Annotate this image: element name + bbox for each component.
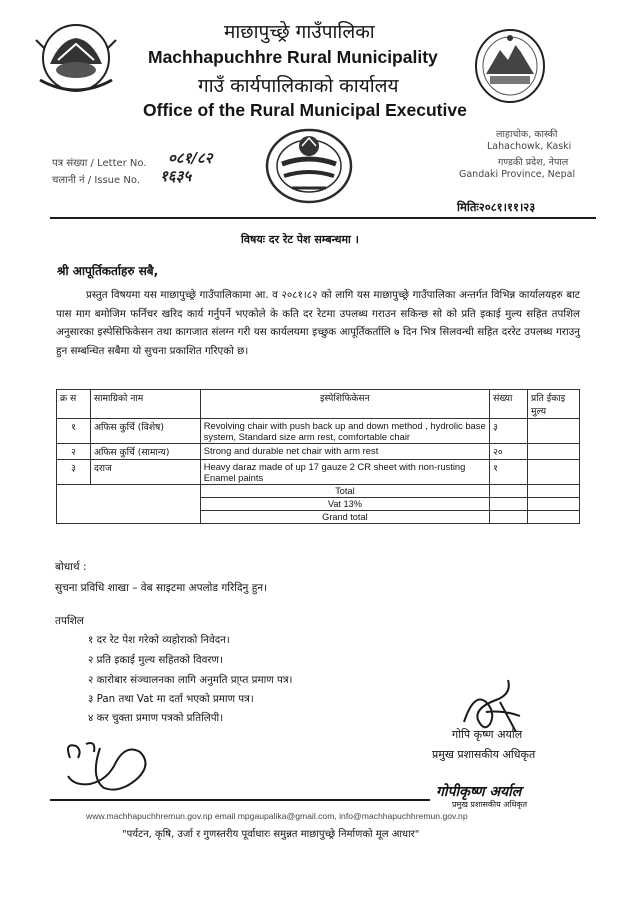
row-quantity: २० — [490, 444, 528, 460]
enclosure-item: ३ Pan तथा Vat मा दर्ता भएको प्रमाण पत्र। — [88, 693, 254, 705]
office-name-nepali: गाउँ कार्यपालिकाको कार्यालय — [198, 75, 399, 97]
grand-total-label: Grand total — [200, 511, 489, 524]
table-total-row — [57, 485, 580, 498]
row-unit-price — [528, 460, 580, 485]
letter-salutation: श्री आपूर्तिकर्ताहरु सबै, — [57, 264, 159, 278]
table-header-price: प्रति ईकाइ मुल्य — [528, 390, 580, 419]
row-specification: Heavy daraz made of up 17 gauze 2 CR sheet with non-rusting Enamel paints — [200, 460, 489, 485]
letter-subject: विषयः दर रेट पेश सम्बन्धमा । — [241, 233, 359, 246]
footer-contacts: www.machhapuchhremun.gov.np email mpgaupalika@gmail.com, info@machhapuchhremun.gov.np — [86, 811, 468, 821]
totals-blank-cell — [57, 485, 201, 524]
total-qty-cell — [490, 485, 528, 498]
office-name-english: Office of the Rural Municipal Executive — [143, 100, 467, 120]
row-unit-price — [528, 444, 580, 460]
grand-total-value-cell — [528, 511, 580, 524]
row-quantity: १ — [490, 460, 528, 485]
row-item-name: अफिस कुर्चि (विशेष) — [90, 419, 200, 444]
address-english: Lahachowk, Kaski — [487, 141, 572, 152]
row-sn: २ — [57, 444, 91, 460]
table-row — [57, 460, 580, 485]
info-line: सुचना प्रविधि शाखा – वेब साइटमा अपलोड गरिदिनु हुन। — [55, 582, 268, 594]
footer-slogan: "पर्यटन, कृषि, उर्जा र गुणस्तरीय पूर्वाधारः समुन्नत माछापुच्छ्रे निर्माणको मूल आधार" — [122, 829, 420, 840]
row-unit-price — [528, 419, 580, 444]
municipality-logo-icon — [472, 26, 548, 108]
issue-number-label: चलानी नं / Issue No. — [52, 175, 140, 186]
table-header-spec: इस्पेशिफिकेसन — [200, 390, 489, 419]
vat-value-cell — [528, 498, 580, 511]
info-label: बोधार्थ : — [55, 561, 87, 573]
total-label: Total — [200, 485, 489, 498]
vat-qty-cell — [490, 498, 528, 511]
table-header-row — [57, 390, 580, 419]
letter-date: मितिः२०८१।११।२३ — [457, 200, 536, 214]
row-quantity: ३ — [490, 419, 528, 444]
enclosure-item: २ कारोबार संञ्चालनका लागि अनुमति प्रा्प्त प्रमाण पत्र। — [88, 674, 293, 686]
row-specification: Revolving chair with push back up and down method , hydrolic base system, Standard size arm rest, comfortable chair — [200, 419, 489, 444]
row-item-name: दराज — [90, 460, 200, 485]
enclosure-item: ४ कर चुक्ता प्रमाण पत्रको प्रतिलिपी। — [88, 712, 224, 724]
name-stamp: गोपीकृष्ण अर्याल — [436, 784, 522, 800]
government-emblem-icon — [30, 20, 122, 102]
footer-rule — [50, 799, 430, 801]
table-header-name: सामाग्रिको नाम — [90, 390, 200, 419]
letter-body-paragraph: प्रस्तुत विषयमा यस माछापुच्छ्रे गाउँपालिकामा आ. व २०८१।८२ को लागि यस माछापुच्छ्रे गाउँपालिका अन्तर्गत विभिन्न कार्यालयहरु बाट पास माग बमोजिम फर्निचर खरिद कार्य गर्नुपर्ने भएकोले के कति दर रेटमा उपलब्ध गराउन सकिन्छ सो को प्रति इकाई मुल्य सहित तपशिल अनुसारका इस्पेसिफिकेसन तथा कागजात संलग्न गरी यस कार्यलयमा इच्छुक आपूर्तिकर्तालि ७ दिन भित्र सिलवन्धी सहित दररेट उपलब्ध गराउनु हुन सम्बन्धित सबैमा यो सुचना प्रकाशित गरिएको छ। — [56, 289, 580, 357]
org-name-english: Machhapuchhre Rural Municipality — [148, 47, 438, 67]
issue-number-value: १६३५ — [160, 167, 192, 185]
address-nepali: लाहाचोक, कास्की — [496, 129, 558, 140]
table-row — [57, 444, 580, 460]
name-stamp-title: प्रमुख प्रशासकीय अधिकृत — [452, 800, 528, 809]
signatory-title: प्रमुख प्रशासकीय अधिकृत — [432, 748, 536, 761]
enclosure-item: २ प्रति इकाई मुल्य सहितको विवरण। — [88, 654, 223, 666]
office-seal-icon — [262, 124, 356, 208]
table-header-qty: संख्या — [490, 390, 528, 419]
enclosure-item: १ दर रेट पेश गरेको व्यहोराको निवेदन। — [88, 634, 230, 646]
signatory-name: गोपि कृष्ण अर्याल — [452, 728, 523, 741]
row-specification: Strong and durable net chair with arm rest — [200, 444, 489, 460]
row-sn: ३ — [57, 460, 91, 485]
enclosures-label: तपशिल — [55, 615, 84, 627]
grand-total-qty-cell — [490, 511, 528, 524]
letter-number-label: पत्र संख्या / Letter No. — [52, 158, 147, 169]
table-row — [57, 419, 580, 444]
province-nepali: गण्डकी प्रदेश, नेपाल — [498, 157, 569, 168]
row-item-name: अफिस कुर्चि (सामान्य) — [90, 444, 200, 460]
header-rule — [50, 217, 596, 219]
total-value-cell — [528, 485, 580, 498]
items-table — [56, 389, 580, 524]
row-sn: १ — [57, 419, 91, 444]
initials-signature-icon — [60, 738, 160, 796]
letter-number-value: ०८१/८२ — [168, 149, 213, 167]
org-name-nepali: माछापुच्छ्रे गाउँपालिका — [224, 21, 375, 43]
table-header-sn: क्र स — [57, 390, 91, 419]
province-english: Gandaki Province, Nepal — [459, 169, 576, 180]
vat-label: Vat 13% — [200, 498, 489, 511]
